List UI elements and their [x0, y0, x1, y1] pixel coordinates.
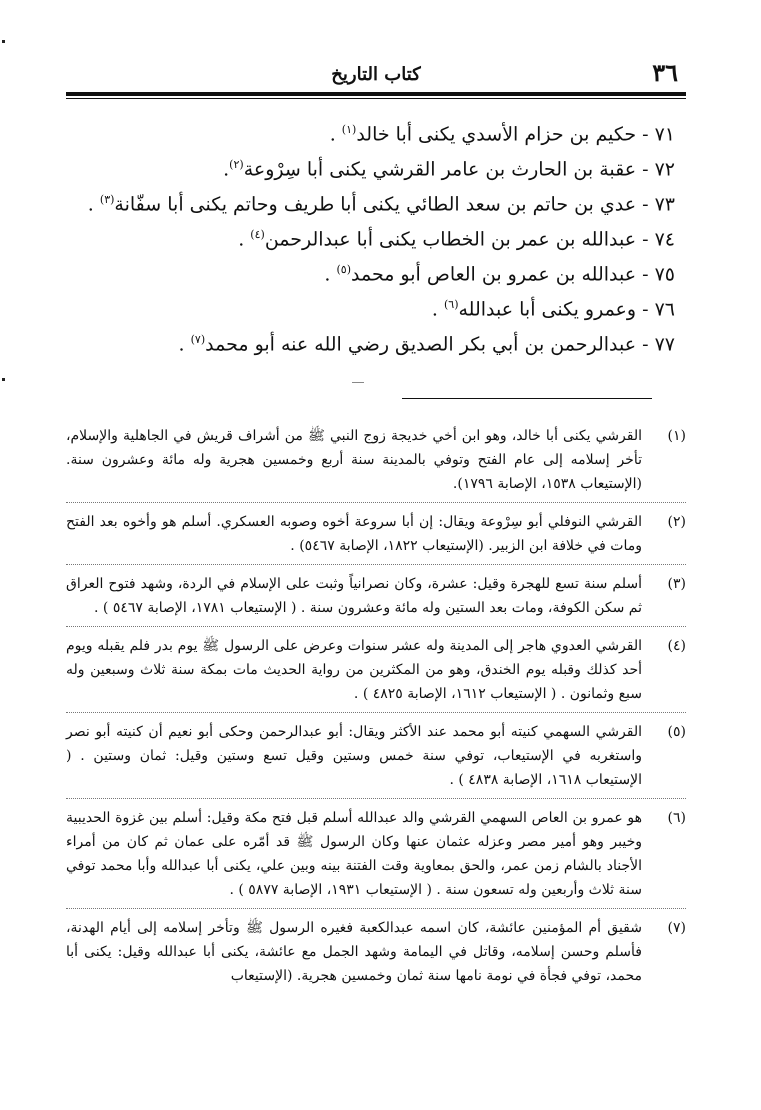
entry-end: . [324, 263, 337, 286]
footnote-number: (١) [667, 428, 686, 444]
footnote-ref: (١) [341, 123, 357, 136]
header-rule-thin [66, 98, 686, 99]
footnote-text: القرشي العدوي هاجر إلى المدينة وله عشر سنوات وعرض على الرسول ﷺ يوم بدر فلم يقبله ويوم أحد كذلك وقبله يوم الخندق، وهو من المكثرين من رواية الحديث مات بمكة سنة ثلاث وسبعين وله سبع وثمانون . ( الإستيعاب ١٦١٢، الإصابة ٤٨٢٥ ) . [66, 638, 642, 702]
footnote-ref: (٥) [336, 263, 351, 276]
entries-list [75, 112, 675, 357]
entry-end: . [329, 123, 342, 146]
entry-73 [75, 182, 675, 217]
footnote-ref: (٣) [99, 193, 115, 206]
footnote-number: (٤) [667, 638, 686, 654]
footnote-text: أسلم سنة تسع للهجرة وقيل: عشرة، وكان نصرانياً وثبت على الإسلام في الردة، وشهد فتوح العراق ثم سكن الكوفة، ومات بعد الستين وله مائة وعشرون سنة . ( الإستيعاب ١٧٨١، الإصابة ٥٤٦٧ ) . [66, 576, 642, 616]
entry-71 [75, 112, 675, 147]
entry-end: . [87, 193, 100, 216]
footnote-number: (٣) [667, 576, 686, 592]
entry-74 [75, 217, 675, 252]
header-rule [66, 92, 686, 96]
page-header [66, 58, 686, 90]
margin-mark [2, 378, 5, 381]
page-number: ٣٦ [652, 58, 678, 87]
entry-76 [75, 287, 675, 322]
footnote-1 [66, 424, 686, 503]
entry-text: ٧١ - حكيم بن حزام الأسدي يكنى أبا خالد [356, 123, 675, 146]
entry-text: ٧٢ - عقبة بن الحارث بن عامر القرشي يكنى أبا سِرْوعة [243, 158, 675, 181]
footnote-ref: (٢) [229, 158, 244, 171]
footnote-2 [66, 510, 686, 565]
footnote-number: (٦) [667, 810, 686, 826]
entry-end: . [238, 228, 251, 251]
footnote-4 [66, 634, 686, 713]
footnote-7 [66, 916, 686, 994]
footnote-separator [402, 398, 652, 399]
entry-75 [75, 252, 675, 287]
entry-text: ٧٤ - عبدالله بن عمر بن الخطاب يكنى أبا عبدالرحمن [264, 228, 675, 251]
footnote-6 [66, 806, 686, 909]
footnote-ref: (٦) [443, 298, 459, 311]
footnote-text: شقيق أم المؤمنين عائشة، كان اسمه عبدالكعبة فغيره الرسول ﷺ وتأخر إسلامه إلى أيام الهدنة، فأسلم وحسن إسلامه، وقاتل في اليمامة وشهد الجمل مع عائشة، يكنى أبا عبدالله وقيل: يكنى أبا محمد، توفي فجأة في نومة نامها سنة ثمان وخمسين هجرية. (الإستيعاب [66, 920, 642, 984]
footnote-text: هو عمرو بن العاص السهمي القرشي والد عبدالله أسلم قبل فتح مكة وقيل: أسلم بين غزوة الحديبية وخيبر وهو أمير مصر وعزله عثمان عنها وكان الرسول ﷺ قد أمّره على عمان ثم كان من أمراء الأجناد بالشام زمن عمر، والحق بمعاوية وقت الفتنة بينه وبين علي، يكنى أبا عبدالله وأبا محمد توفي سنة ثلاث وأربعين وله تسعون سنة . ( الإستيعاب ١٩٣١، الإصابة ٥٨٧٧ ) . [66, 810, 642, 898]
stray-mark [352, 382, 364, 383]
running-title: كتاب التاريخ [331, 64, 421, 85]
footnote-text: القرشي النوفلي أبو سِرْوعة ويقال: إن أبا سروعة أخوه وصوبه العسكري. أسلم هو وأخوه بعد الفتح ومات في خلافة ابن الزبير. (الإستيعاب ١٨٢٢، الإصابة ٥٤٦٧) . [66, 514, 642, 554]
footnotes-section [66, 424, 686, 1001]
entry-77 [75, 322, 675, 357]
entry-text: ٧٧ - عبدالرحمن بن أبي بكر الصديق رضي الله عنه أبو محمد [205, 333, 675, 356]
entry-text: ٧٣ - عدي بن حاتم بن سعد الطائي يكنى أبا طريف وحاتم يكنى أبا سفّانة [114, 193, 675, 216]
footnote-ref: (٤) [250, 228, 265, 241]
entry-text: ٧٦ - وعمرو يكنى أبا عبدالله [458, 298, 675, 321]
entry-end: . [431, 298, 444, 321]
footnote-5 [66, 720, 686, 799]
entry-end: . [178, 333, 191, 356]
entry-72 [75, 147, 675, 182]
footnote-3 [66, 572, 686, 627]
footnote-text: القرشي السهمي كنيته أبو محمد عند الأكثر ويقال: أبو عبدالرحمن وحكى أبو نعيم أن كنيته أبو نصر واستغربه في الإستيعاب، توفي سنة خمس وستين وقيل تسع وستين وقيل: ثمان وستين . ( الإستيعاب ١٦١٨، الإصابة ٤٨٣٨ ) . [66, 724, 642, 788]
footnote-number: (٢) [667, 514, 686, 530]
footnote-ref: (٧) [190, 333, 206, 346]
footnote-number: (٥) [667, 724, 686, 740]
entry-end: . [223, 158, 230, 181]
footnote-text: القرشي يكنى أبا خالد، وهو ابن أخي خديجة زوج النبي ﷺ من أشراف قريش في الجاهلية والإسلام، تأخر إسلامه إلى عام الفتح وتوفي بالمدينة سنة أربع وخمسين هجرية وله مائة وعشرون سنة. (الإستيعاب ١٥٣٨، الإصابة ١٧٩٦). [66, 428, 642, 492]
margin-mark [2, 40, 5, 43]
footnote-number: (٧) [667, 920, 686, 936]
entry-text: ٧٥ - عبدالله بن عمرو بن العاص أبو محمد [350, 263, 675, 286]
